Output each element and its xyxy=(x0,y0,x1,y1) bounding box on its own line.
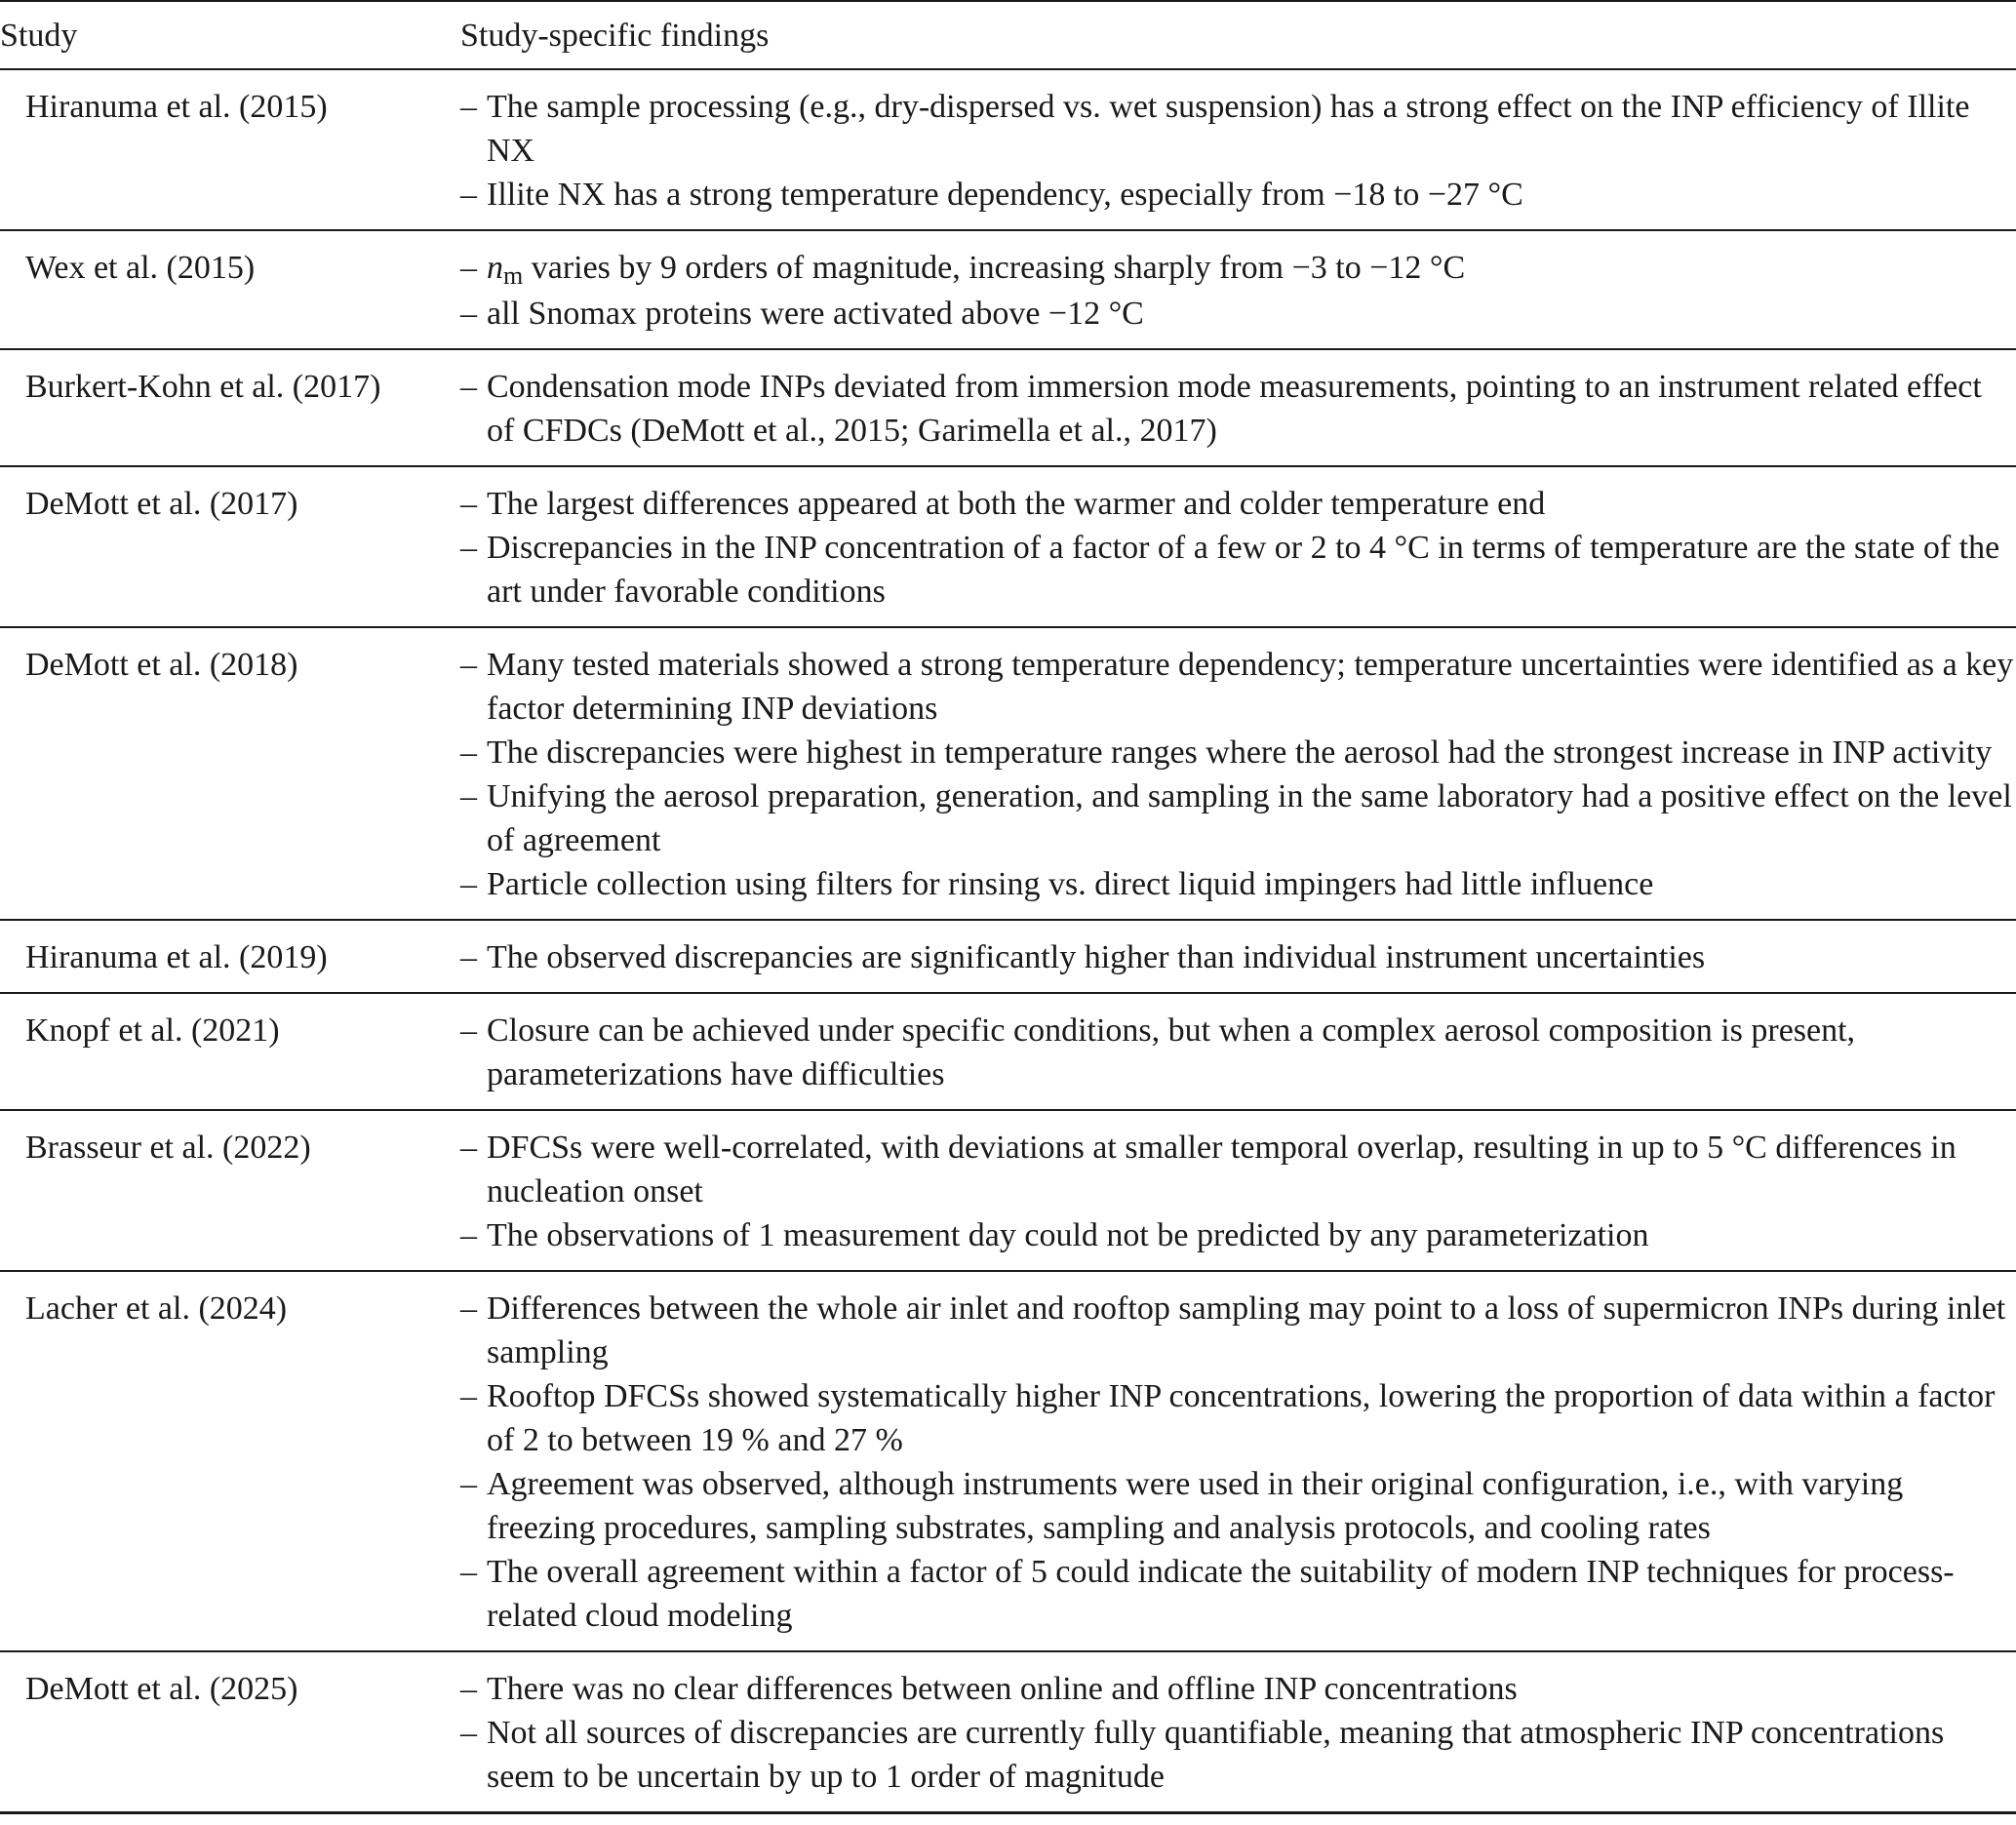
finding-item: – Differences between the whole air inlet and rooftop sampling may point to a loss of supermicron INPs during inlet sampling xyxy=(460,1287,2016,1374)
table-row xyxy=(0,466,2016,627)
study-cell: Hiranuma et al. (2019) xyxy=(0,920,460,993)
study-cell: Burkert-Kohn et al. (2017) xyxy=(0,349,460,466)
findings-cell xyxy=(460,920,2016,993)
study-cell: DeMott et al. (2018) xyxy=(0,627,460,920)
finding-item: – all Snomax proteins were activated above −12 °C xyxy=(460,292,2016,336)
table-header xyxy=(0,1,2016,69)
study-cell: Brasseur et al. (2022) xyxy=(0,1110,460,1271)
finding-item: – The sample processing (e.g., dry-dispersed vs. wet suspension) has a strong effect on the INP efficiency of Illite NX xyxy=(460,85,2016,173)
study-cell: Wex et al. (2015) xyxy=(0,230,460,349)
study-cell: Knopf et al. (2021) xyxy=(0,993,460,1110)
finding-item: – Many tested materials showed a strong temperature dependency; temperature uncertainties were identified as a key factor determining INP deviations xyxy=(460,643,2016,731)
finding-item: – The discrepancies were highest in temperature ranges where the aerosol had the strongest increase in INP activity xyxy=(460,731,2016,774)
study-cell: Hiranuma et al. (2015) xyxy=(0,69,460,230)
findings-list xyxy=(460,1287,2016,1638)
study-cell: DeMott et al. (2025) xyxy=(0,1651,460,1813)
finding-item: – Rooftop DFCSs showed systematically higher INP concentrations, lowering the proportion of data within a factor of 2 to between 19 % and 27 % xyxy=(460,1374,2016,1462)
table-row xyxy=(0,230,2016,349)
finding-item: – The largest differences appeared at both the warmer and colder temperature end xyxy=(460,482,2016,526)
finding-item: – There was no clear differences between online and offline INP concentrations xyxy=(460,1667,2016,1711)
table-row xyxy=(0,69,2016,230)
study-cell: Lacher et al. (2024) xyxy=(0,1271,460,1651)
header-row xyxy=(0,1,2016,69)
findings-cell xyxy=(460,627,2016,920)
table-row xyxy=(0,993,2016,1110)
findings-list xyxy=(460,246,2016,336)
findings-list xyxy=(460,1667,2016,1799)
column-header-findings: Study-specific findings xyxy=(460,1,2016,69)
finding-item: – Agreement was observed, although instruments were used in their original configuration, i.e., with varying freezing procedures, sampling substrates, sampling and analysis protocols, and cooling rates xyxy=(460,1462,2016,1550)
table-row xyxy=(0,1271,2016,1651)
finding-item: – Not all sources of discrepancies are currently fully quantifiable, meaning that atmospheric INP concentrations seem to be uncertain by up to 1 order of magnitude xyxy=(460,1711,2016,1799)
finding-item: – Discrepancies in the INP concentration of a factor of a few or 2 to 4 °C in terms of temperature are the state of the art under favorable conditions xyxy=(460,526,2016,614)
finding-item: – Particle collection using filters for rinsing vs. direct liquid impingers had little influence xyxy=(460,862,2016,906)
findings-list xyxy=(460,935,2016,979)
table-row xyxy=(0,1110,2016,1271)
findings-cell xyxy=(460,993,2016,1110)
finding-item: – The observations of 1 measurement day could not be predicted by any parameterization xyxy=(460,1213,2016,1257)
finding-item: – Closure can be achieved under specific conditions, but when a complex aerosol composition is present, parameterizations have difficulties xyxy=(460,1009,2016,1096)
findings-cell xyxy=(460,1110,2016,1271)
finding-item: – The observed discrepancies are significantly higher than individual instrument uncertainties xyxy=(460,935,2016,979)
finding-item: – Unifying the aerosol preparation, generation, and sampling in the same laboratory had a positive effect on the level of agreement xyxy=(460,774,2016,862)
table-row xyxy=(0,1651,2016,1813)
findings-cell xyxy=(460,69,2016,230)
findings-list xyxy=(460,85,2016,217)
finding-item: – DFCSs were well-correlated, with deviations at smaller temporal overlap, resulting in up to 5 °C differences in nucleation onset xyxy=(460,1126,2016,1213)
table-row xyxy=(0,920,2016,993)
findings-list xyxy=(460,643,2016,906)
table-row xyxy=(0,349,2016,466)
finding-item: – The overall agreement within a factor of 5 could indicate the suitability of modern INP techniques for process-related cloud modeling xyxy=(460,1550,2016,1638)
findings-list xyxy=(460,1009,2016,1096)
findings-list xyxy=(460,365,2016,453)
findings-list xyxy=(460,1126,2016,1257)
findings-cell xyxy=(460,466,2016,627)
findings-list xyxy=(460,482,2016,614)
table-body xyxy=(0,69,2016,1813)
findings-cell xyxy=(460,349,2016,466)
finding-item: – Condensation mode INPs deviated from immersion mode measurements, pointing to an instrument related effect of CFDCs (DeMott et al., 2015; Garimella et al., 2017) xyxy=(460,365,2016,453)
finding-item: – Illite NX has a strong temperature dependency, especially from −18 to −27 °C xyxy=(460,173,2016,217)
findings-cell xyxy=(460,1651,2016,1813)
table-row xyxy=(0,627,2016,920)
column-header-study: Study xyxy=(0,1,460,69)
study-cell: DeMott et al. (2017) xyxy=(0,466,460,627)
findings-cell xyxy=(460,230,2016,349)
finding-item: – nm varies by 9 orders of magnitude, increasing sharply from −3 to −12 °C xyxy=(460,246,2016,292)
findings-cell xyxy=(460,1271,2016,1651)
